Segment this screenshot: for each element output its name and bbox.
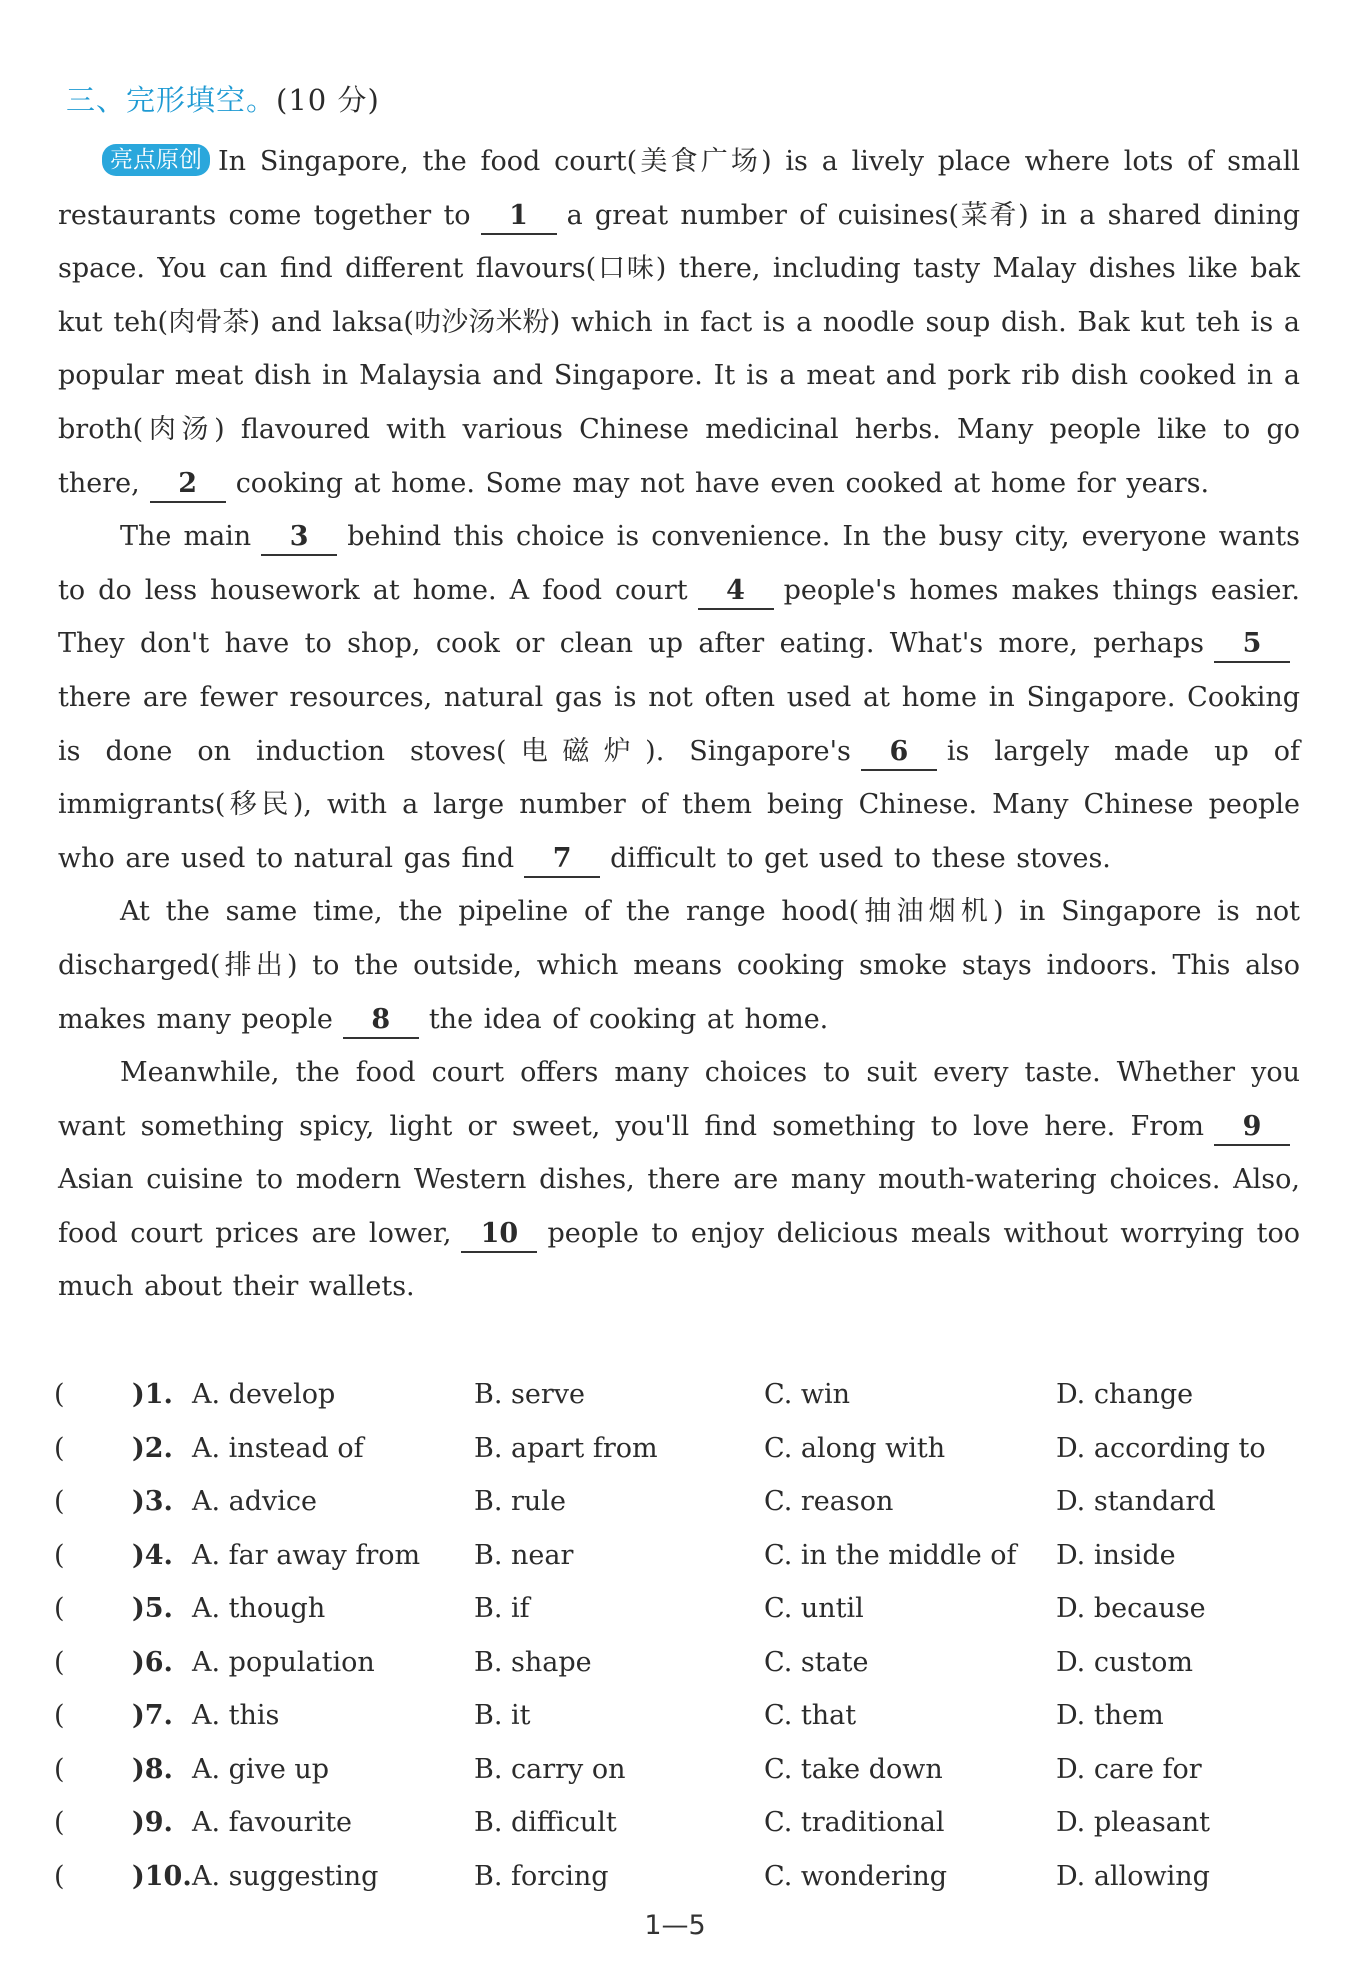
- passage-text: Asian cuisine to modern Western dishes, there are many mouth-watering choices. Also, food court prices are lower,: [58, 1164, 1300, 1249]
- question-row: [50, 1857, 1310, 1911]
- question-number: )3.: [132, 1486, 173, 1517]
- option-a: A. suggesting: [192, 1860, 379, 1892]
- option-a: A. population: [192, 1646, 375, 1678]
- page-number: 1—5: [644, 1910, 706, 1941]
- blank-2[interactable]: 2: [150, 467, 226, 503]
- option-a: A. develop: [192, 1379, 336, 1410]
- option-d: D. pleasant: [1056, 1807, 1211, 1838]
- answer-bracket[interactable]: (: [54, 1379, 65, 1410]
- answer-bracket[interactable]: (: [54, 1432, 65, 1464]
- blank-5[interactable]: 5: [1214, 627, 1290, 663]
- question-number: )8.: [132, 1753, 173, 1785]
- passage-text: At the same time, the pipeline of the range hood(抽油烟机) in Singapore is not discharged(排出) to the outside, which means cooking smoke stays indoors. This also makes many people: [58, 896, 1300, 1035]
- passage-text: a great number of cuisines(菜肴) in a shared dining space. You can find different flavours(口味) there, including tasty Malay dishes like bak kut teh(肉骨茶) and laksa(叻沙汤米粉) which in fact is a noodle soup dish. Bak kut teh is a popular meat dish in Malaysia and Singapore. It is a meat and pork rib dish cooked in a broth(肉汤) flavoured with various Chinese medicinal herbs. Many people like to go there,: [58, 199, 1300, 499]
- option-a: A. far away from: [192, 1539, 421, 1571]
- option-d: D. change: [1056, 1379, 1194, 1410]
- option-c: C. in the middle of: [764, 1539, 1017, 1571]
- passage-paragraph: [58, 510, 1300, 885]
- option-d: D. inside: [1056, 1539, 1176, 1571]
- answer-options: [50, 1375, 1310, 1910]
- question-row: [50, 1589, 1310, 1643]
- question-row: [50, 1482, 1310, 1536]
- option-b: B. near: [474, 1539, 574, 1571]
- option-a: A. though: [192, 1593, 326, 1624]
- answer-bracket[interactable]: (: [54, 1486, 65, 1517]
- question-number: )9.: [132, 1807, 173, 1838]
- section-heading: 三、完形填空。: [66, 83, 277, 117]
- section-score: (10 分): [276, 83, 380, 117]
- option-b: B. forcing: [474, 1860, 609, 1892]
- passage-text: behind this choice is convenience. In the busy city, everyone wants to do less housework at home. A food court: [58, 521, 1300, 606]
- question-row: [50, 1696, 1310, 1750]
- passage-text: cooking at home. Some may not have even cooked at home for years.: [235, 467, 1210, 499]
- option-b: B. if: [474, 1593, 530, 1624]
- option-a: A. advice: [192, 1486, 318, 1517]
- original-badge: 亮点原创: [102, 144, 210, 176]
- option-c: C. state: [764, 1646, 869, 1678]
- option-b: B. serve: [474, 1379, 585, 1410]
- passage-paragraph: [58, 885, 1300, 1046]
- option-d: D. them: [1056, 1700, 1164, 1731]
- option-a: A. instead of: [192, 1432, 364, 1464]
- passage-text: In Singapore, the food court(美食广场) is a lively place where lots of small restaurants come together to: [58, 146, 1300, 231]
- option-d: D. standard: [1056, 1486, 1216, 1517]
- option-b: B. carry on: [474, 1753, 626, 1785]
- blank-8[interactable]: 8: [343, 1003, 419, 1039]
- blank-1[interactable]: 1: [481, 199, 557, 235]
- option-c: C. take down: [764, 1753, 943, 1785]
- question-number: )4.: [132, 1539, 173, 1571]
- question-row: [50, 1429, 1310, 1483]
- question-row: [50, 1643, 1310, 1697]
- question-number: )2.: [132, 1432, 173, 1464]
- option-d: D. according to: [1056, 1432, 1266, 1464]
- option-a: A. this: [192, 1700, 280, 1731]
- question-number: )7.: [132, 1700, 173, 1731]
- option-c: C. along with: [764, 1432, 946, 1464]
- option-a: A. favourite: [192, 1807, 353, 1838]
- option-b: B. shape: [474, 1646, 592, 1678]
- question-row: [50, 1536, 1310, 1590]
- section-title: [66, 78, 380, 119]
- blank-4[interactable]: 4: [698, 574, 774, 610]
- option-c: C. reason: [764, 1486, 894, 1517]
- passage-text: is largely made up of immigrants(移民), with a large number of them being Chinese. Many Chinese people who are used to natural gas find: [58, 735, 1300, 874]
- passage-paragraph: [58, 1046, 1300, 1314]
- passage-text: the idea of cooking at home.: [428, 1003, 829, 1035]
- question-row: [50, 1750, 1310, 1804]
- answer-bracket[interactable]: (: [54, 1860, 65, 1892]
- question-number: )1.: [132, 1379, 173, 1410]
- question-number: )6.: [132, 1646, 173, 1678]
- passage-text: people's homes makes things easier. They don't have to shop, cook or clean up after eating. What's more, perhaps: [58, 574, 1300, 660]
- blank-9[interactable]: 9: [1214, 1110, 1290, 1146]
- option-c: C. traditional: [764, 1807, 945, 1838]
- option-b: B. it: [474, 1700, 531, 1731]
- option-d: D. care for: [1056, 1753, 1202, 1785]
- passage-paragraph: [58, 135, 1300, 510]
- option-b: B. rule: [474, 1486, 566, 1517]
- option-d: D. allowing: [1056, 1860, 1210, 1892]
- answer-bracket[interactable]: (: [54, 1753, 65, 1785]
- passage-text: difficult to get used to these stoves.: [610, 842, 1111, 874]
- blank-6[interactable]: 6: [861, 735, 937, 771]
- blank-3[interactable]: 3: [261, 520, 337, 556]
- cloze-passage: [58, 135, 1300, 1314]
- blank-10[interactable]: 10: [461, 1217, 537, 1253]
- option-a: A. give up: [192, 1753, 330, 1785]
- answer-bracket[interactable]: (: [54, 1807, 65, 1838]
- answer-bracket[interactable]: (: [54, 1646, 65, 1678]
- answer-bracket[interactable]: (: [54, 1700, 65, 1731]
- answer-bracket[interactable]: (: [54, 1593, 65, 1624]
- question-number: )10.: [132, 1860, 192, 1892]
- option-c: C. wondering: [764, 1860, 948, 1892]
- passage-text: Meanwhile, the food court offers many choices to suit every taste. Whether you want something spicy, light or sweet, you'll find something to love here. From: [58, 1057, 1300, 1142]
- passage-text: people to enjoy delicious meals without worrying too much about their wallets.: [58, 1217, 1300, 1303]
- answer-bracket[interactable]: (: [54, 1539, 65, 1571]
- option-c: C. that: [764, 1700, 857, 1731]
- passage-text: The main: [120, 521, 252, 553]
- question-number: )5.: [132, 1593, 173, 1624]
- question-row: [50, 1803, 1310, 1857]
- option-d: D. custom: [1056, 1646, 1193, 1678]
- blank-7[interactable]: 7: [524, 842, 600, 878]
- option-b: B. difficult: [474, 1807, 617, 1838]
- passage-text: there are fewer resources, natural gas is not often used at home in Singapore. Cooking is done on induction stoves(电磁炉). Singapore's: [58, 681, 1300, 767]
- option-c: C. until: [764, 1593, 864, 1624]
- option-b: B. apart from: [474, 1432, 658, 1464]
- option-d: D. because: [1056, 1593, 1206, 1624]
- option-c: C. win: [764, 1379, 850, 1410]
- question-row: [50, 1375, 1310, 1429]
